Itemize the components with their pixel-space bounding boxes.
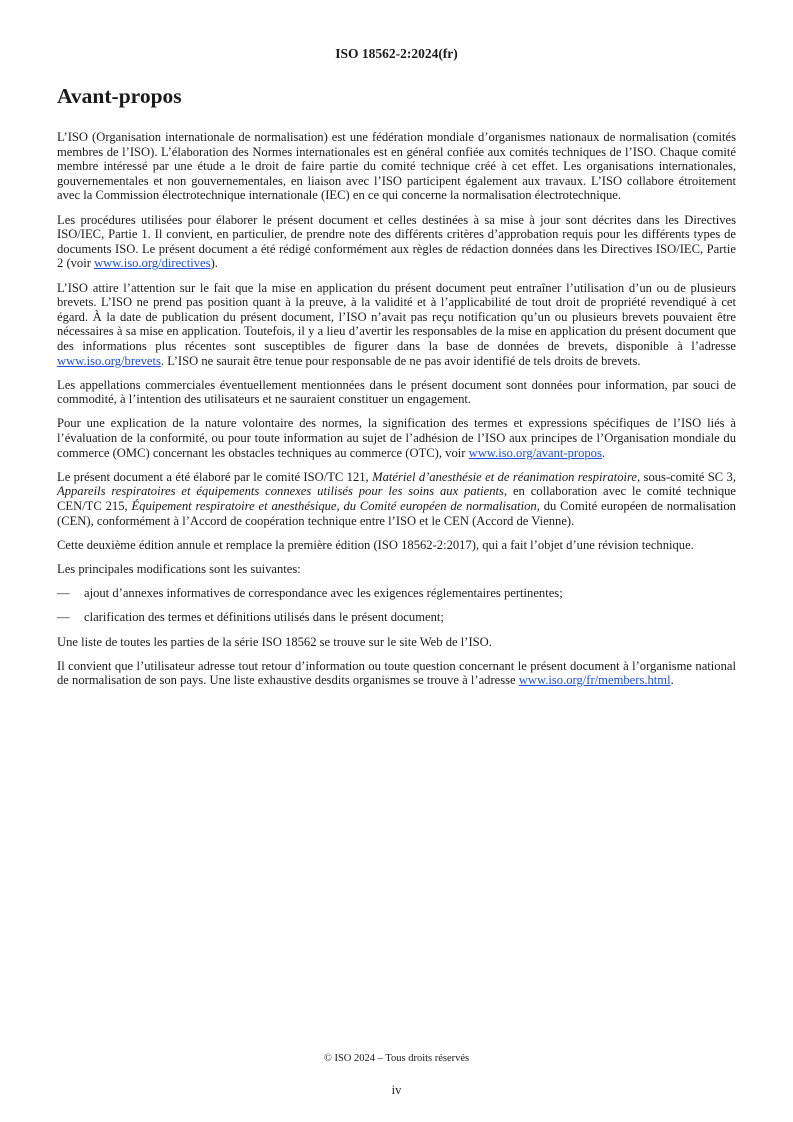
text: sous-comité SC 3, [640,469,736,484]
paragraph-feedback [57,659,736,688]
paragraph-edition: Cette deuxième édition annule et remplace la première édition (ISO 18562-2:2017), qui a fait l’objet d’une révision technique. [57,537,694,552]
list-item-text: clarification des termes et définitions utilisés dans le présent document; [84,610,444,625]
document-id-header: ISO 18562-2:2024(fr) [335,46,458,61]
paragraph-iso-intro: L’ISO (Organisation internationale de normalisation) est une fédération mondiale d’organismes nationaux de normalisation (comités membres de l’ISO). L’élaboration des Normes internationales est en général confiée aux comités techniques de l’ISO. Chaque comité membre intéressé par une étude a le droit de faire partie du comité technique créé à cet effet. Les organisations internationales, gouvernementales et non gouvernementales, en liaison avec l’ISO participent également aux travaux. L’ISO collabore étroitement avec la Commission électrotechnique internationale (IEC) en ce qui concerne la normalisation électrotechnique. [57,130,736,203]
text: L’ISO attire l’attention sur le fait que la mise en application du présent document peut entraîner l’utilisation d’un ou de plusieurs brevets. L’ISO ne prend pas position quant à la preuve, à la validité et à l’applicabilité de tout droit de propriété revendiqué à cet égard. À la date de publication du présent document, l’ISO n’avait pas reçu notification qu’un ou plusieurs brevets pouvaient être nécessaires à sa mise en application. Toutefois, il y a lieu d’avertir les responsables de la mise en application du présent document que des informations plus récentes sont susceptibles de figurer dans la base de données de brevets, disponible à l’adresse [57,280,736,353]
subcommittee-title: Appareils respiratoires et équipements connexes utilisés pour les soins aux patients [57,484,504,499]
page-title: Avant-propos [57,84,182,108]
page-number: iv [391,1083,402,1097]
dash-bullet-icon: — [57,586,70,601]
list-item-text: ajout d’annexes informatives de correspondance avec les exigences réglementaires pertinentes; [84,586,563,601]
link-members[interactable]: www.iso.org/fr/members.html [518,673,671,688]
text: Le présent document a été élaboré par le comité ISO/TC 121, [57,469,373,484]
paragraph-procedures [57,213,736,271]
paragraph-changes-intro: Les principales modifications sont les suivantes: [57,562,301,576]
text: Les procédures utilisées pour élaborer le présent document et celles destinées à sa mise à jour sont décrites dans les Directives ISO/IEC, Partie 1. Il convient, en particulier, de prendre note des différents critères d’approbation requis pour les différents types de documents ISO. Le présent document a été rédigé conformément aux règles de rédaction données dans les Directives ISO/IEC, Partie 2 (voir [57,212,736,271]
list-item [57,586,736,601]
text: ). [210,256,218,271]
foreword-body [57,130,736,698]
link-directives[interactable]: www.iso.org/directives [94,256,211,271]
committee-title: Matériel d’anesthésie et de réanimation respiratoire, [372,469,641,484]
link-avant-propos[interactable]: www.iso.org/avant-propos [468,445,602,460]
text: du Comité européen de normalisation (CEN), conformément à l’Accord de coopération technique entre l’ISO et le CEN (Accord de Vienne). [57,499,736,528]
paragraph-trade-names: Les appellations commerciales éventuellement mentionnées dans le présent document sont données pour information, par souci de commodité, à l’intention des utilisateurs et ne sauraient constituer un engagement. [57,377,736,407]
text: , en collaboration avec le comité technique CEN/TC 215, [57,484,736,514]
paragraph-series-list: Une liste de toutes les parties de la série ISO 18562 se trouve sur le site Web de l’ISO. [57,634,492,649]
paragraph-patents [57,281,736,369]
text: . L’ISO ne saurait être tenue pour responsable de ne pas avoir identifié de tels droits de brevets. [160,353,641,368]
paragraph-committee [57,470,736,528]
copyright-footer: © ISO 2024 – Tous droits réservés [323,1053,470,1064]
link-brevets[interactable]: www.iso.org/brevets [57,353,161,368]
text: . [601,445,606,460]
text: Pour une explication de la nature volontaire des normes, la signification des termes et expressions spécifiques de l’ISO liés à l’évaluation de la conformité, ou pour toute information au sujet de l’adhésion de l’ISO aux principes de l’Organisation mondiale du commerce (OMC) concernant les obstacles techniques au commerce (OTC), voir [57,416,736,460]
text: Il convient que l’utilisateur adresse tout retour d’information ou toute question concernant le présent document à l’organisme national de normalisation de son pays. Une liste exhaustive desdits organismes se trouve à l’adresse [57,658,736,688]
text: . [670,673,674,688]
list-item [57,610,736,625]
cen-committee-title: Équipement respiratoire et anesthésique, du Comité européen de normalisation, [131,499,540,514]
paragraph-voluntary-nature [57,416,736,460]
dash-bullet-icon: — [57,610,70,625]
